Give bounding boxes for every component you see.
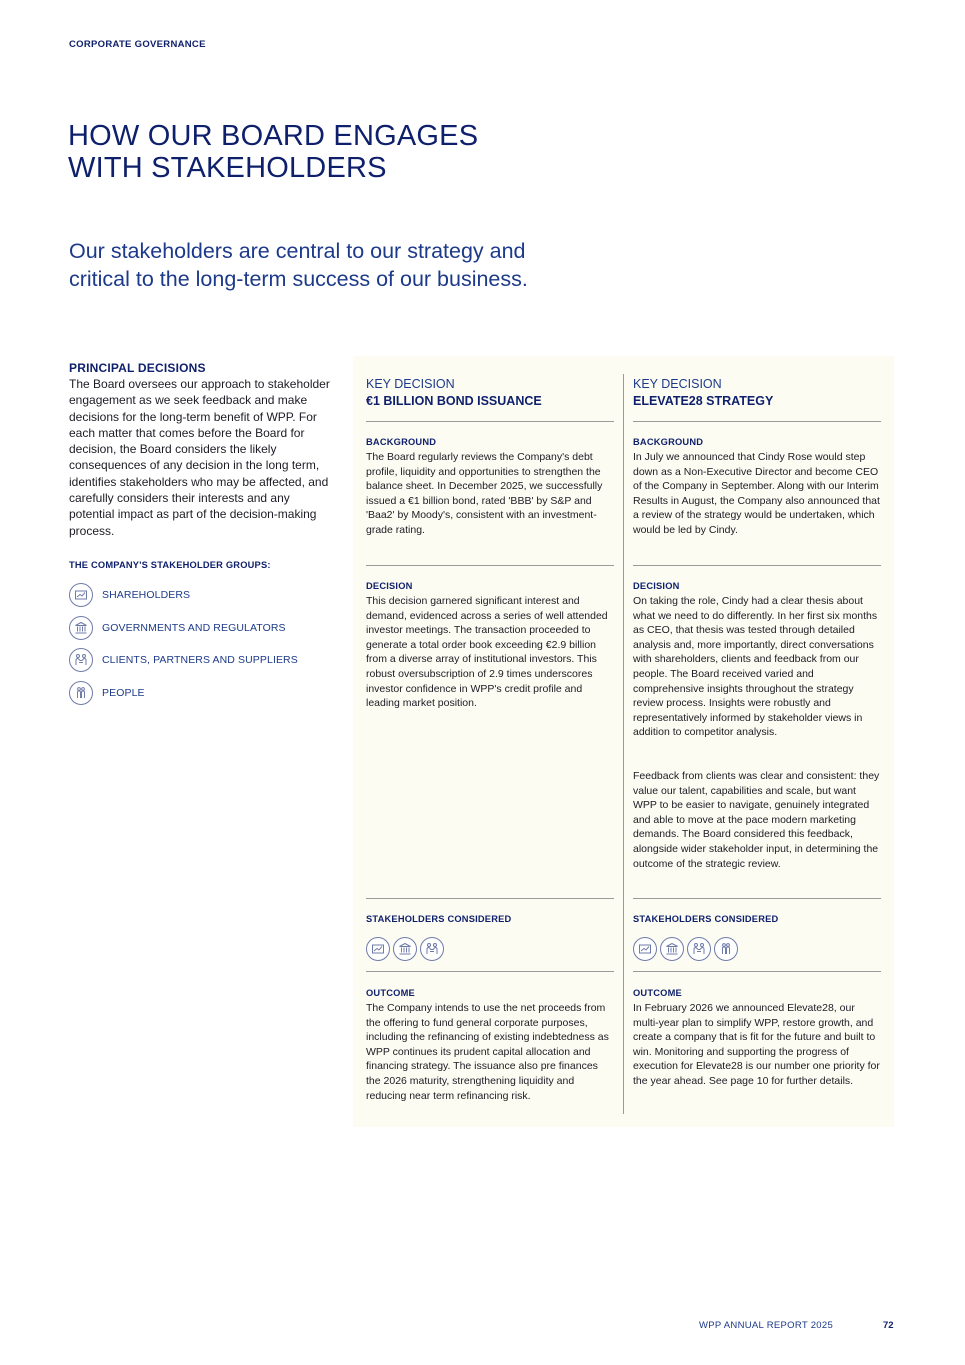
page-number: 72 [883, 1320, 894, 1331]
key-decision-title: ELEVATE28 STRATEGY [633, 394, 774, 408]
building-icon [660, 937, 684, 961]
decision-heading: DECISION [633, 581, 680, 591]
divider [633, 565, 881, 566]
page-subtitle-line: Our stakeholders are central to our strategy and [69, 239, 526, 263]
stakeholders-considered-icons [366, 937, 444, 961]
stakeholder-groups-title: THE COMPANY'S STAKEHOLDER GROUPS: [69, 559, 271, 570]
page-title-line: HOW OUR BOARD ENGAGES [68, 120, 479, 152]
divider [633, 898, 881, 899]
background-heading: BACKGROUND [366, 437, 437, 447]
principal-decisions-heading: PRINCIPAL DECISIONS [69, 361, 206, 375]
stakeholders-considered-heading: STAKEHOLDERS CONSIDERED [366, 914, 512, 924]
stakeholder-group-clients [69, 648, 334, 673]
page-title [68, 120, 588, 184]
outcome-heading: OUTCOME [366, 988, 415, 998]
stakeholder-group-label: CLIENTS, PARTNERS AND SUPPLIERS [102, 654, 298, 667]
divider [633, 971, 881, 972]
footer-report-name: WPP ANNUAL REPORT 2025 [699, 1320, 834, 1331]
decision-text: This decision garnered significant interest and demand, evidenced across a series of well attended investor meetings. The transaction proceeded to generate a total order book exceeding €2.9 billion from a diverse array of institutional investors. This robust oversubscription of 2.9 times underscores investor confidence in WPP's credit profile and leading market position. [366, 595, 608, 710]
page-subtitle [69, 237, 629, 293]
handshake-icon [420, 937, 444, 961]
divider [366, 421, 614, 422]
divider [366, 565, 614, 566]
stakeholder-groups-list [69, 583, 334, 705]
decision-text-continued: Feedback from clients was clear and consistent: they value our talent, capabilities and scale, but want WPP to be easier to navigate, genuinely integrated and able to move at the pace modern marketing demands. The Board considered this feedback, alongside wider stakeholder input, in determining the outcome of the strategic review. [633, 770, 880, 870]
key-decision-kicker: KEY DECISION [633, 377, 722, 391]
people-icon [69, 681, 93, 705]
chart-icon [633, 937, 657, 961]
section-label: CORPORATE GOVERNANCE [69, 39, 206, 50]
principal-decisions [69, 361, 334, 713]
chart-icon [69, 583, 93, 607]
key-decision-elevate28 [633, 376, 881, 1087]
principal-decisions-text: The Board oversees our approach to stakeholder engagement as we seek feedback and make decisions for the long-term benefit of WPP. For each matter that comes before the Board for decision, the Board considers the likely consequences of any decision in the long term, identifies stakeholders who may be affected, and carefully considers their interests and any potential impact as part of the decision-making process. [69, 377, 330, 538]
decision-heading: DECISION [366, 581, 413, 591]
page-title-line: WITH STAKEHOLDERS [68, 152, 387, 184]
key-decision-title: €1 BILLION BOND ISSUANCE [366, 394, 542, 408]
building-icon [393, 937, 417, 961]
divider [366, 971, 614, 972]
outcome-heading: OUTCOME [633, 988, 682, 998]
background-heading: BACKGROUND [633, 437, 704, 447]
column-divider [623, 374, 624, 1114]
handshake-icon [687, 937, 711, 961]
key-decision-bond [366, 376, 614, 1102]
background-text: In July we announced that Cindy Rose would step down as a Non-Executive Director and become CEO of the Company in September. Along with our Interim Results in August, the Company also announced that a review of the strategy would be undertaken, which would be led by Cindy. [633, 451, 880, 536]
decision-text: On taking the role, Cindy had a clear thesis about what we need to do differently. In her first six months as CEO, that thesis was tested through detailed analysis and, more importantly, direct conversations with shareholders, clients and feedback from our people. The Board received varied and comprehensive insights throughout the strategy review process. Insights were robustly and representatively informed by stakeholder views in addition to competitor analysis. [633, 595, 878, 739]
handshake-icon [69, 648, 93, 672]
stakeholder-group-people [69, 680, 334, 705]
building-icon [69, 616, 93, 640]
page-subtitle-line: critical to the long-term success of our business. [69, 267, 528, 291]
stakeholder-group-label: SHAREHOLDERS [102, 589, 191, 602]
key-decision-kicker: KEY DECISION [366, 377, 455, 391]
divider [633, 421, 881, 422]
outcome-text: The Company intends to use the net proceeds from the offering to fund general corporate purposes, including the refinancing of existing indebtedness as WPP continues its prudent capital allocation and financing strategy. The issuance also pre finances the 2026 maturity, strengthening liquidity and reducing near term refinancing risk. [366, 1002, 609, 1102]
chart-icon [366, 937, 390, 961]
stakeholder-group-shareholders [69, 583, 334, 608]
stakeholder-group-label: GOVERNMENTS AND REGULATORS [102, 621, 286, 634]
stakeholders-considered-heading: STAKEHOLDERS CONSIDERED [633, 914, 779, 924]
people-icon [714, 937, 738, 961]
stakeholders-considered-icons [633, 937, 738, 961]
divider [366, 898, 614, 899]
outcome-text: In February 2026 we announced Elevate28, our multi-year plan to simplify WPP, restore growth, and create a company that is fit for the future and built to win. Monitoring and supporting the progress of execution for Elevate28 is our number one priority for the year ahead. See page 10 for further details. [633, 1002, 880, 1087]
stakeholder-group-label: PEOPLE [102, 686, 145, 699]
background-text: The Board regularly reviews the Company's debt profile, liquidity and opportunities to strengthen the balance sheet. In December 2025, we successfully issued a €1 billion bond, rated 'BBB' by S&P and 'Baa2' by Moody's, consistent with an investment-grade rating. [366, 451, 603, 536]
stakeholder-group-governments [69, 615, 334, 640]
